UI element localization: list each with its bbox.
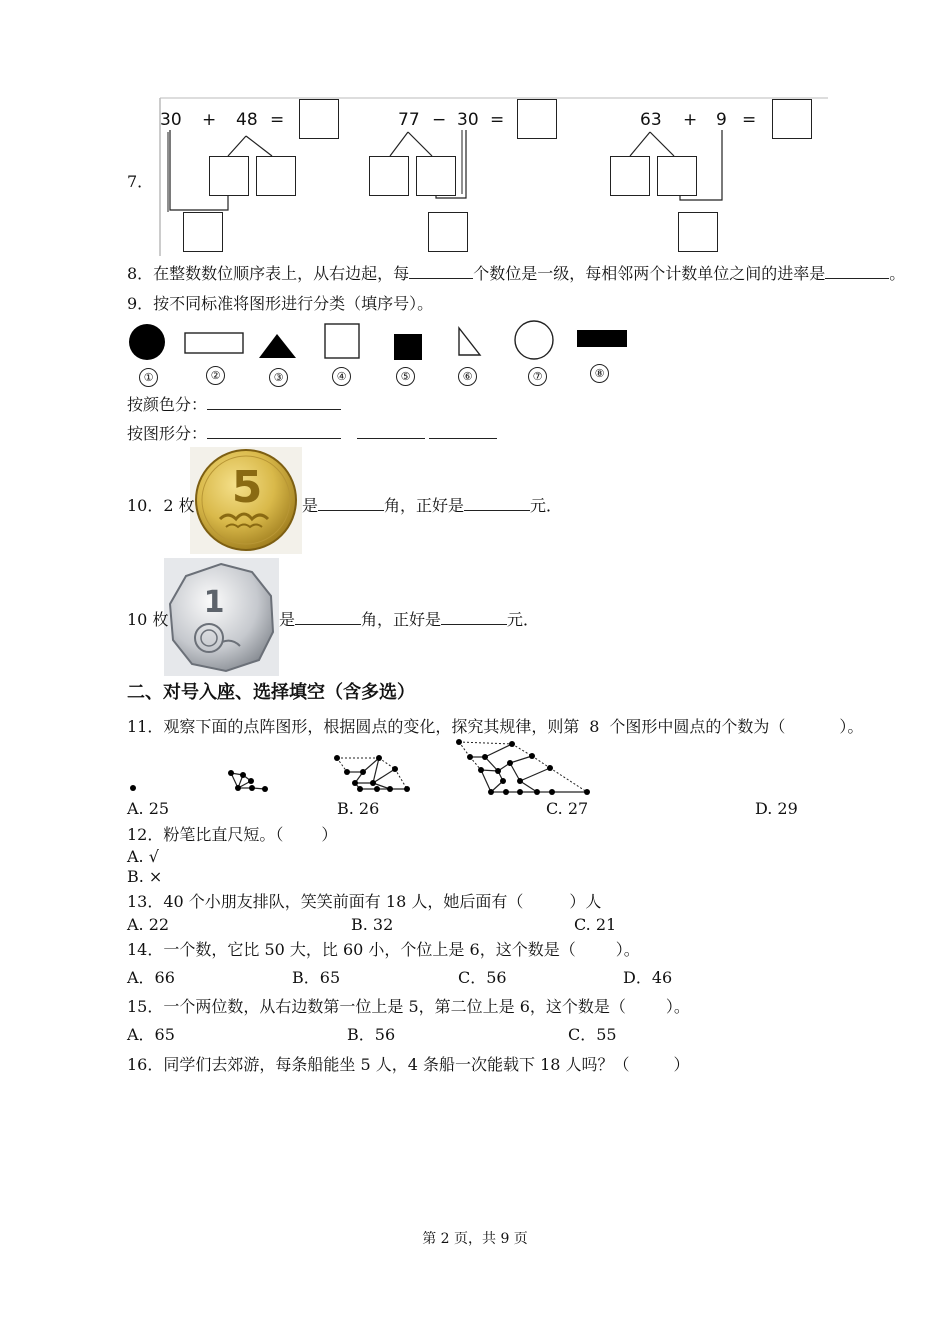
q15-option-b[interactable]: B．56 (347, 1025, 396, 1044)
eq3-answer-box[interactable] (772, 99, 812, 139)
q11-text-3: ）。 (839, 717, 864, 736)
q8-text-2: 个数位是一级，每相邻两个计数单位之间的进率是 (473, 264, 826, 283)
shape-label-4: ④ (332, 367, 351, 386)
q11-dot-pattern (125, 738, 595, 800)
q10b-mid2: 角，正好是 (361, 610, 442, 629)
q10a-blank-yuan[interactable] (464, 496, 530, 511)
shape-1-black-circle (129, 324, 165, 360)
q10b-line (279, 610, 539, 630)
shape-3-black-triangle (259, 334, 296, 358)
q12-option-b[interactable]: B. × (127, 867, 163, 886)
q11-option-d[interactable]: D. 29 (755, 799, 798, 818)
q9-shape-blank-1[interactable] (207, 424, 341, 439)
q15-close: ）。 (665, 997, 690, 1016)
q11-text-2: 个图形中圆点的个数为（ (609, 717, 786, 736)
q11-option-b[interactable]: B. 26 (337, 799, 380, 818)
q14-close: ）。 (615, 940, 640, 959)
q10b-end: 元． (507, 610, 540, 629)
section-2-heading: 二、对号入座、选择填空（含多选） (127, 682, 415, 703)
eq2-op: − (432, 110, 447, 130)
q8-text-1: 8．在整数数位顺序表上，从右边起，每 (127, 264, 410, 283)
q10b-blank-jiao[interactable] (295, 610, 361, 625)
shape-6-white-triangle (459, 328, 480, 355)
eq2-split-box-2[interactable] (416, 156, 456, 196)
eq3-split-box-2[interactable] (657, 156, 697, 196)
q14-option-d[interactable]: D．46 (623, 968, 673, 987)
q13-text: 13．40 个小朋友排队，笑笑前面有 18 人，她后面有（ (127, 892, 524, 911)
eq3-b: 9 (716, 110, 727, 130)
eq1-op: + (202, 110, 217, 130)
q10a-blank-jiao[interactable] (318, 496, 384, 511)
eq1-equals: = (270, 110, 285, 130)
eq3-a: 63 (640, 110, 662, 130)
q11-text-1: 11．观察下面的点阵图形，根据圆点的变化，探究其规律，则第 (127, 717, 580, 736)
page-footer: 第 2 页，共 9 页 (422, 1231, 528, 1247)
eq1-split-box-2[interactable] (256, 156, 296, 196)
q12-option-a[interactable]: A. √ (127, 847, 159, 866)
coin-1-jiao-icon (164, 558, 279, 676)
eq1-a: 30 (160, 110, 182, 130)
eq1-split-box-1[interactable] (209, 156, 249, 196)
q9-shape-blank-2[interactable] (357, 424, 425, 439)
q10a-line (302, 496, 562, 516)
q8-text-3: 。 (889, 264, 906, 283)
q15-option-a[interactable]: A．65 (127, 1025, 175, 1044)
q8-blank-2[interactable] (825, 264, 889, 279)
eq1-result-box[interactable] (183, 212, 223, 252)
eq1-answer-box[interactable] (299, 99, 339, 139)
q12-line (127, 825, 337, 845)
eq2-equals: = (490, 110, 505, 130)
eq3-op: + (683, 110, 698, 130)
coin-5-jiao-icon (190, 447, 302, 554)
eq2-a: 77 (398, 110, 420, 130)
eq1-b: 48 (236, 110, 258, 130)
q14-line (127, 940, 640, 960)
shape-2-white-rectangle (185, 333, 243, 353)
eq2-result-box[interactable] (428, 212, 468, 252)
q16-line (127, 1055, 690, 1075)
q8-line (127, 264, 905, 284)
eq2-answer-box[interactable] (517, 99, 557, 139)
q12-text: 12．粉笔比直尺短。（ (127, 825, 284, 844)
q8-blank-1[interactable] (409, 264, 473, 279)
shape-7-white-circle (515, 321, 553, 359)
q14-text: 14．一个数，它比 50 大，比 60 小，个位上是 6，这个数是（ (127, 940, 576, 959)
q9-by-color-label: 按颜色分： (127, 395, 208, 414)
q15-line (127, 997, 690, 1017)
eq3-split-box-1[interactable] (610, 156, 650, 196)
q9-shape-blank-3[interactable] (429, 424, 497, 439)
q9-color-blank[interactable] (207, 395, 341, 410)
q13-close: ）人 (569, 892, 602, 911)
shape-5-black-square (394, 334, 422, 360)
five-jiao-coin-photo (190, 447, 302, 554)
q9-text: 9．按不同标准将图形进行分类（填序号）。 (127, 294, 434, 313)
q14-option-c[interactable]: C．56 (458, 968, 507, 987)
shape-label-2: ② (206, 366, 225, 385)
q14-option-a[interactable]: A．66 (127, 968, 175, 987)
shape-label-3: ③ (269, 368, 288, 387)
q13-option-a[interactable]: A. 22 (127, 915, 170, 934)
eq3-equals: = (742, 110, 757, 130)
q10a-mid: 是 (302, 496, 319, 515)
one-jiao-coin-photo (164, 558, 279, 676)
q10a-prefix: 10．2 枚 (127, 496, 195, 515)
q10a-mid2: 角，正好是 (384, 496, 465, 515)
q7-number: 7． (127, 172, 154, 191)
q10b-mid: 是 (279, 610, 296, 629)
q13-option-b[interactable]: B. 32 (351, 915, 394, 934)
q10a-end: 元． (530, 496, 563, 515)
shape-4-white-square (325, 324, 359, 358)
q9-shape-line (127, 424, 497, 444)
q13-option-c[interactable]: C. 21 (574, 915, 617, 934)
q11-n: 8 (589, 717, 600, 736)
q10b-blank-yuan[interactable] (441, 610, 507, 625)
q15-option-c[interactable]: C．55 (568, 1025, 617, 1044)
q16-text: 16．同学们去郊游，每条船能坐 5 人，4 条船一次能载下 18 人吗？（ (127, 1055, 630, 1074)
shape-label-8: ⑧ (590, 364, 609, 383)
q12-close: ） (321, 825, 338, 844)
q15-text: 15．一个两位数，从右边数第一位上是 5，第二位上是 6，这个数是（ (127, 997, 626, 1016)
shape-label-1: ① (139, 368, 158, 387)
q10b-prefix: 10 枚 (127, 610, 169, 629)
eq2-b: 30 (457, 110, 479, 130)
q11-option-a[interactable]: A. 25 (127, 799, 170, 818)
shape-8-black-rectangle (577, 330, 627, 347)
eq2-split-box-1[interactable] (369, 156, 409, 196)
shape-label-7: ⑦ (528, 367, 547, 386)
shape-label-5: ⑤ (396, 367, 415, 386)
shape-label-6: ⑥ (458, 367, 477, 386)
svg-text:5: 5 (231, 462, 263, 513)
q11-line (127, 717, 863, 737)
q13-line (127, 892, 601, 912)
q16-close: ） (673, 1055, 690, 1074)
q11-option-c[interactable]: C. 27 (546, 799, 589, 818)
q9-color-line (127, 395, 341, 415)
q9-shapes (125, 318, 645, 366)
svg-text:1: 1 (203, 585, 225, 620)
q14-option-b[interactable]: B．65 (292, 968, 341, 987)
q9-by-shape-label: 按图形分： (127, 424, 208, 443)
eq3-result-box[interactable] (678, 212, 718, 252)
